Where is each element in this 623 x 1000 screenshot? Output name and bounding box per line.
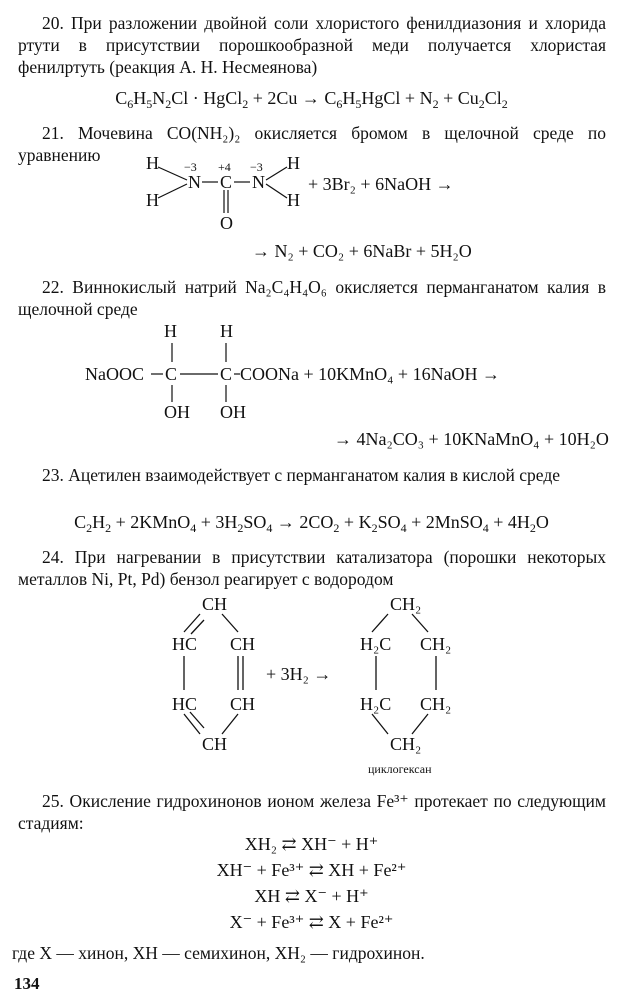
tartrate-products: → 4Na₂CO₃ + 10KNaMnO₄ + 10H₂O <box>334 429 609 449</box>
urea-ox-n2: −3 <box>250 160 263 174</box>
cyclo-ch2-bottom: CH₂ <box>390 734 422 754</box>
tartrate-c1: C <box>165 364 178 384</box>
tartrate-h2: H <box>220 321 233 341</box>
tartrate-oh2: OH <box>220 402 246 422</box>
benzene-hc-1: HC <box>172 634 198 654</box>
urea-h3: H <box>287 153 300 173</box>
page-number: 134 <box>14 974 40 993</box>
urea-o: O <box>220 213 233 233</box>
benzene-reagent: + 3H₂ → <box>266 664 332 684</box>
cyclo-h2c-1: H₂C <box>360 634 392 654</box>
urea-h4: H <box>287 190 300 210</box>
urea-reagents: + 3Br₂ + 6NaOH → <box>308 174 454 194</box>
problem-22-text: 22. Виннокислый натрий Na₂C₄H₄O₆ окисляется перманганатом калия в щелочной среде <box>18 277 606 319</box>
benzene-hc-2: HC <box>172 694 198 714</box>
benzene-ch-top: CH <box>202 594 228 614</box>
step-4: X⁻ + Fe³⁺ ⇄ X + Fe²⁺ <box>229 912 394 932</box>
problem-23-text: 23. Ацетилен взаимодействует с перманганатом калия в кислой среде <box>42 465 560 485</box>
urea-ox-n1: −3 <box>184 160 197 174</box>
benzene-ch-1: CH <box>230 634 256 654</box>
urea-h2: H <box>146 190 159 210</box>
urea-h1: H <box>146 153 159 173</box>
step-1: XH₂ ⇄ XH⁻ + H⁺ <box>244 834 379 854</box>
cyclo-h2c-2: H₂C <box>360 694 392 714</box>
cyclo-ch2-1: CH₂ <box>420 634 452 654</box>
problem-21-text: 21. Мочевина CO(NH₂)₂ окисляется бромом в щелочной среде по уравнению <box>18 123 606 165</box>
problem-20-equation: $C_6H_5N_2Cl$ · HgCl$_2$ + $2Cu \to C_6H_5HgCl + N_2 + Cu_2Cl_2$ <box>115 88 508 111</box>
problem-25-text: 25. Окисление гидрохинонов ионом железа Fe³⁺ протекает по следующим стадиям: <box>18 791 606 833</box>
urea-products: → N₂ + CO₂ + 6NaBr + 5H₂O <box>252 241 472 261</box>
cyclohexane-caption: циклогексан <box>368 762 432 776</box>
problem-23-equation: $C_2H_2$ + 2KMnO$_4$ + $3H_2SO_4 \to 2CO_2 + K_2SO_4$ + 2MnSO$_4$ + $4H_2O$ <box>74 512 549 535</box>
urea-c: C <box>220 172 233 192</box>
tartrate-c2: C <box>220 364 233 384</box>
benzene-ch-bottom: CH <box>202 734 228 754</box>
tartrate-right: COONa + 10KMnO₄ + 16NaOH → <box>240 364 501 384</box>
urea-ox-c: +4 <box>218 160 231 174</box>
tartrate-oh1: OH <box>164 402 190 422</box>
step-3: XH ⇄ X⁻ + H⁺ <box>254 886 369 906</box>
problem-24-text: 24. При нагревании в присутствии катализатора (порошки некоторых металлов Ni, Pt, Pd) бензол реагирует с водородом <box>18 547 606 589</box>
benzene-ch-2: CH <box>230 694 256 714</box>
step-2: XH⁻ + Fe³⁺ ⇄ XH + Fe²⁺ <box>216 860 407 880</box>
urea-n2: N <box>252 172 265 192</box>
cyclo-ch2-top: CH₂ <box>390 594 422 614</box>
tartrate-left: NaOOC <box>85 364 144 384</box>
cyclo-ch2-2: CH₂ <box>420 694 452 714</box>
tartrate-h1: H <box>164 321 177 341</box>
urea-n1: N <box>188 172 201 192</box>
problem-25-note: где X — хинон, XH — семихинон, XH₂ — гидрохинон. <box>12 943 425 963</box>
problem-20-text: 20. При разложении двойной соли хлористого фенилдиазония и хлорида ртути в присутствии порошкообразной меди получается хлористая фенилртуть (реакция А. Н. Несмеянова) <box>18 13 606 77</box>
